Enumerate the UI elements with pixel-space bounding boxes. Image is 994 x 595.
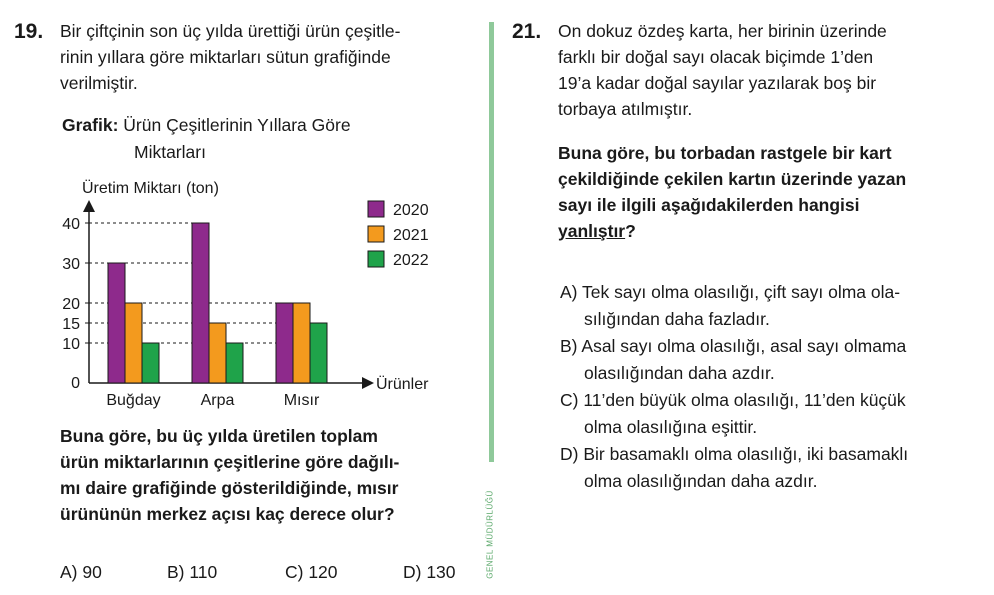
q21-question-line: Buna göre, bu torbadan rastgele bir kart [558, 143, 892, 163]
q21-option-line: olma olasılığından daha azdır. [584, 471, 818, 491]
legend-label: 2022 [393, 252, 429, 269]
q21-intro-line: farklı bir doğal sayı olacak biçimde 1’den [558, 47, 874, 67]
q21-option-c[interactable] [560, 387, 908, 441]
q21-option-b[interactable] [560, 333, 908, 387]
legend-swatch [368, 201, 384, 217]
q21-option-line: sılığından daha fazladır. [584, 309, 770, 329]
graph-label: Grafik: [62, 115, 119, 135]
q21-intro-line: 19’a kadar doğal sayılar yazılarak boş bir [558, 73, 877, 93]
legend-label: 2020 [393, 202, 429, 219]
y-tick-label: 15 [62, 316, 80, 333]
q21-question-line: sayı ile ilgili aşağıdakilerden hangisi [558, 195, 860, 215]
sidebar-label: GENEL MÜDÜRLÜĞÜ [485, 490, 495, 579]
q19-intro-line: Bir çiftçinin son üç yılda ürettiği ürün çeşitle- [60, 21, 401, 41]
y-tick-label: 30 [62, 256, 80, 273]
q21-option-a[interactable] [560, 279, 908, 333]
category-labels [106, 392, 320, 409]
legend-swatch [368, 226, 384, 242]
q19-option-b[interactable]: B) 110 [167, 562, 218, 582]
bar [293, 303, 310, 383]
q21-option-line: C) 11’den büyük olma olasılığı, 11’den küçük [560, 390, 906, 410]
graph-caption [62, 112, 351, 138]
chart-ylabel: Üretim Miktarı (ton) [82, 180, 219, 197]
bar [125, 303, 142, 383]
y-tick-label: 10 [62, 336, 80, 353]
bar [142, 343, 159, 383]
q19-question-line: mı daire grafiğinde gösterildiğinde, mısır [60, 478, 399, 498]
y-tick-label: 20 [62, 296, 80, 313]
legend [368, 201, 429, 269]
q21-option-line: olasılığından daha azdır. [584, 363, 775, 383]
category-label: Buğday [106, 392, 161, 409]
legend-label: 2021 [393, 227, 429, 244]
q21-intro-line: torbaya atılmıştır. [558, 99, 693, 119]
bar [310, 323, 327, 383]
q19-question-line: ürününün merkez açısı kaç derece olur? [60, 504, 395, 524]
q21-question-line: çekildiğinde çekilen kartın üzerinde yazan [558, 169, 907, 189]
q19-question-line: ürün miktarlarının çeşitlerine göre dağılı- [60, 452, 400, 472]
column-divider [489, 22, 494, 462]
q21-option-line: D) Bir basamaklı olma olasılığı, iki basamaklı [560, 444, 909, 464]
q21-question-line-last [558, 218, 906, 244]
y-tick-label: 40 [62, 216, 80, 233]
q19-intro [60, 18, 400, 96]
bar [209, 323, 226, 383]
q19-option-a[interactable]: A) 90 [60, 562, 102, 582]
q21-option-line: olma olasılığına eşittir. [584, 417, 758, 437]
q19-question [60, 423, 399, 527]
q19-question-line: Buna göre, bu üç yılda üretilen toplam [60, 426, 378, 446]
q21-question [558, 140, 906, 244]
chart-xlabel: Ürünler [376, 376, 429, 393]
q19-number: 19. [14, 20, 44, 43]
bar [226, 343, 243, 383]
q21-option-line: B) Asal sayı olma olasılığı, asal sayı olmama [560, 336, 907, 356]
q19-intro-line: verilmiştir. [60, 73, 138, 93]
bar [192, 223, 209, 383]
q19-option-c[interactable]: C) 120 [285, 562, 338, 582]
graph-title-line1: Ürün Çeşitlerinin Yıllara Göre [123, 115, 351, 135]
q21-option-d[interactable] [560, 441, 908, 495]
q21-number: 21. [512, 20, 542, 43]
category-label: Mısır [283, 392, 320, 409]
q19-option-d[interactable]: D) 130 [403, 562, 456, 582]
bar [108, 263, 125, 383]
y-tick-label: 0 [71, 375, 80, 392]
legend-swatch [368, 251, 384, 267]
q21-keyword: yanlıştır [558, 221, 626, 241]
q21-intro [558, 18, 887, 122]
category-label: Arpa [200, 392, 235, 409]
bar [276, 303, 293, 383]
bar-chart [0, 170, 470, 410]
q21-question-mark: ? [625, 221, 636, 241]
q21-options [560, 279, 908, 495]
graph-title-line2: Miktarları [134, 142, 206, 162]
y-ticks [62, 216, 92, 392]
q21-intro-line: On dokuz özdeş karta, her birinin üzerinde [558, 21, 887, 41]
q19-intro-line: rinin yıllara göre miktarları sütun grafiğinde [60, 47, 391, 67]
q21-option-line: A) Tek sayı olma olasılığı, çift sayı olma ola- [560, 282, 901, 302]
